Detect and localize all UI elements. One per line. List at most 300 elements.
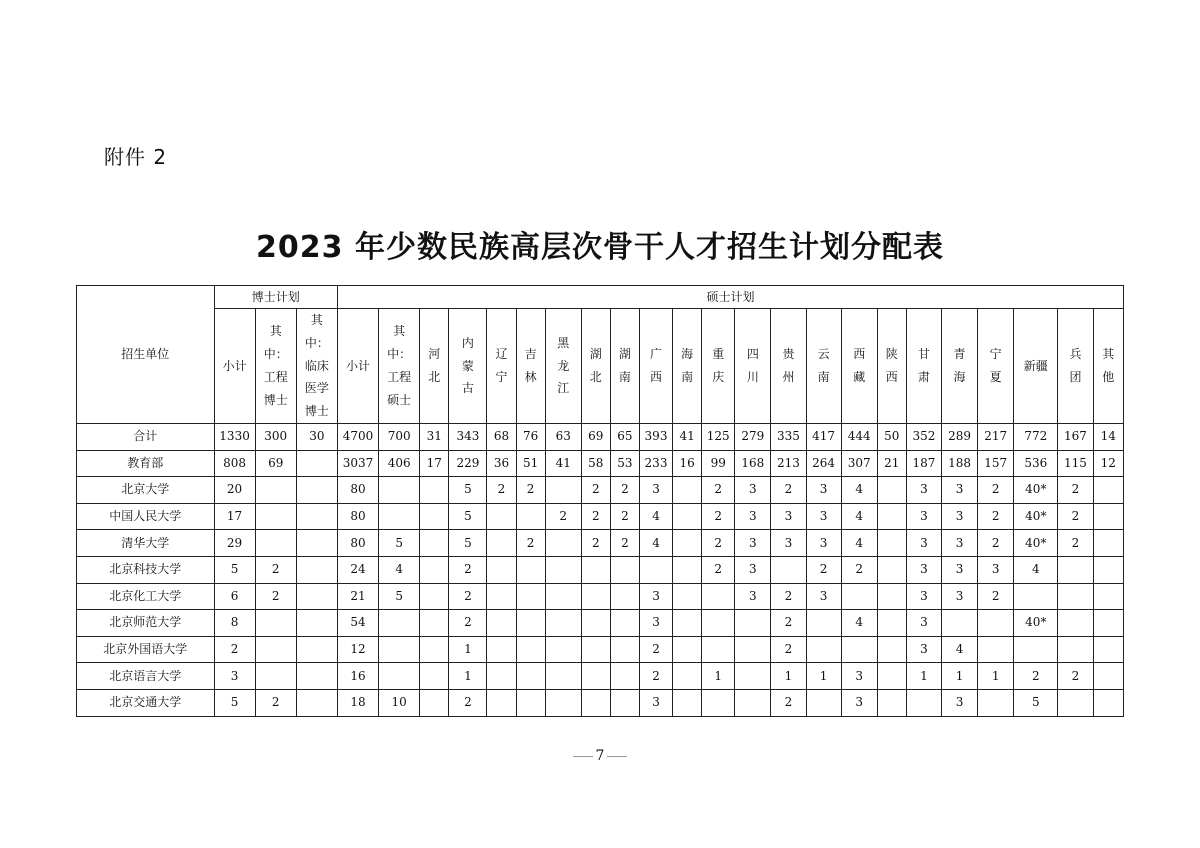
- table-cell: 4: [639, 530, 672, 557]
- table-cell: [673, 556, 702, 583]
- doctoral-plan-header: 博士计划: [214, 286, 337, 309]
- table-cell: 2: [841, 556, 877, 583]
- table-cell: [1014, 636, 1058, 663]
- table-cell: 4: [1014, 556, 1058, 583]
- master-column-header: [841, 309, 877, 424]
- table-cell: 2: [639, 663, 672, 690]
- table-cell: 21: [877, 450, 906, 477]
- table-cell: 3: [771, 530, 806, 557]
- table-cell: [978, 689, 1014, 716]
- table-cell: 3: [906, 636, 941, 663]
- table-cell: 40*: [1014, 610, 1058, 637]
- table-cell: [1058, 610, 1093, 637]
- column-header-label: 西 藏: [853, 347, 866, 384]
- table-cell: [610, 689, 639, 716]
- table-cell: 1: [449, 663, 487, 690]
- table-cell: 3: [906, 477, 941, 504]
- table-cell: 2: [610, 477, 639, 504]
- master-column-header: [978, 309, 1014, 424]
- table-cell: 31: [420, 424, 449, 451]
- column-header-label: 甘 肃: [917, 347, 930, 384]
- table-cell: 51: [516, 450, 545, 477]
- table-cell: 2: [610, 503, 639, 530]
- table-cell: 5: [379, 583, 420, 610]
- table-cell: 2: [255, 583, 296, 610]
- column-header-label: 辽 宁: [495, 347, 508, 384]
- column-header-label: 小计: [222, 358, 247, 373]
- table-cell: 3: [906, 610, 941, 637]
- table-cell: 700: [379, 424, 420, 451]
- table-cell: [420, 689, 449, 716]
- table-row: [77, 530, 1124, 557]
- table-row: [77, 450, 1124, 477]
- table-cell: 4700: [337, 424, 378, 451]
- table-cell: 4: [941, 636, 977, 663]
- table-cell: [610, 583, 639, 610]
- table-cell: [379, 636, 420, 663]
- table-cell: [1093, 636, 1123, 663]
- table-cell: [420, 636, 449, 663]
- unit-name-cell: 北京语言大学: [77, 663, 215, 690]
- table-cell: 24: [337, 556, 378, 583]
- table-cell: 2: [639, 636, 672, 663]
- table-cell: 5: [1014, 689, 1058, 716]
- table-cell: 5: [449, 477, 487, 504]
- table-cell: [906, 689, 941, 716]
- table-cell: 3037: [337, 450, 378, 477]
- unit-name-cell: 中国人民大学: [77, 503, 215, 530]
- table-cell: [296, 450, 337, 477]
- doctoral-column-header: [214, 309, 255, 424]
- table-cell: [877, 503, 906, 530]
- doctoral-column-header: [296, 309, 337, 424]
- table-cell: [516, 610, 545, 637]
- table-cell: [610, 636, 639, 663]
- table-cell: 80: [337, 530, 378, 557]
- table-cell: 2: [516, 477, 545, 504]
- table-row: [77, 583, 1124, 610]
- table-cell: 2: [978, 503, 1014, 530]
- table-cell: 393: [639, 424, 672, 451]
- table-cell: 54: [337, 610, 378, 637]
- table-cell: [610, 663, 639, 690]
- table-cell: 2: [771, 477, 806, 504]
- table-cell: [581, 636, 610, 663]
- column-header-label: 四 川: [746, 347, 759, 384]
- table-cell: [296, 636, 337, 663]
- table-cell: [420, 610, 449, 637]
- table-cell: 4: [841, 530, 877, 557]
- table-cell: [1058, 689, 1093, 716]
- master-column-header: [420, 309, 449, 424]
- table-cell: [1093, 503, 1123, 530]
- table-cell: 2: [516, 530, 545, 557]
- table-cell: 14: [1093, 424, 1123, 451]
- table-cell: [420, 530, 449, 557]
- column-header-label: 黑 龙 江: [557, 335, 570, 396]
- table-cell: 3: [941, 556, 977, 583]
- column-header-label: 其 他: [1102, 347, 1115, 384]
- table-cell: [610, 556, 639, 583]
- table-cell: 4: [841, 610, 877, 637]
- master-column-header: [806, 309, 841, 424]
- page-number-left-rule: [573, 756, 593, 757]
- page-number: [0, 748, 1200, 764]
- table-cell: [978, 610, 1014, 637]
- master-column-header: [639, 309, 672, 424]
- table-cell: 1: [978, 663, 1014, 690]
- unit-header: 招生单位: [77, 286, 215, 424]
- table-cell: 3: [771, 503, 806, 530]
- table-cell: 3: [941, 477, 977, 504]
- column-header-label: 其 中： 工程 硕士: [387, 324, 412, 407]
- table-cell: 5: [449, 530, 487, 557]
- table-cell: [1014, 583, 1058, 610]
- table-cell: 4: [841, 503, 877, 530]
- master-column-header: [877, 309, 906, 424]
- table-row: [77, 424, 1124, 451]
- column-header-label: 湖 南: [618, 347, 631, 384]
- table-cell: 2: [581, 503, 610, 530]
- table-cell: [673, 477, 702, 504]
- unit-name-cell: 北京大学: [77, 477, 215, 504]
- unit-name-cell: 北京科技大学: [77, 556, 215, 583]
- table-cell: [255, 663, 296, 690]
- master-column-header: [610, 309, 639, 424]
- table-cell: 2: [702, 503, 735, 530]
- table-cell: 444: [841, 424, 877, 451]
- table-cell: 8: [214, 610, 255, 637]
- table-cell: [487, 530, 516, 557]
- table-cell: 16: [337, 663, 378, 690]
- table-cell: 2: [978, 530, 1014, 557]
- table-cell: 41: [673, 424, 702, 451]
- master-column-header: [545, 309, 581, 424]
- table-cell: 168: [735, 450, 771, 477]
- table-cell: [735, 689, 771, 716]
- table-cell: [702, 636, 735, 663]
- master-column-header: [337, 309, 378, 424]
- table-cell: [296, 583, 337, 610]
- table-cell: [806, 636, 841, 663]
- table-cell: [545, 556, 581, 583]
- table-cell: [296, 530, 337, 557]
- table-cell: 2: [449, 610, 487, 637]
- table-cell: 2: [806, 556, 841, 583]
- table-cell: 2: [1058, 477, 1093, 504]
- table-cell: 2: [255, 689, 296, 716]
- table-cell: [1058, 636, 1093, 663]
- table-cell: [487, 583, 516, 610]
- table-cell: 2: [702, 477, 735, 504]
- page-number-right-rule: [607, 756, 627, 757]
- master-column-header: [516, 309, 545, 424]
- table-cell: [1058, 556, 1093, 583]
- table-cell: 69: [255, 450, 296, 477]
- table-cell: 229: [449, 450, 487, 477]
- table-cell: [516, 663, 545, 690]
- table-cell: [806, 610, 841, 637]
- column-header-label: 湖 北: [589, 347, 602, 384]
- table-cell: 279: [735, 424, 771, 451]
- master-column-header: [379, 309, 420, 424]
- doctoral-column-header: [255, 309, 296, 424]
- table-cell: [877, 636, 906, 663]
- table-cell: [673, 583, 702, 610]
- table-cell: [1093, 610, 1123, 637]
- table-cell: 3: [735, 583, 771, 610]
- table-cell: [487, 689, 516, 716]
- table-cell: 12: [337, 636, 378, 663]
- table-cell: [1093, 530, 1123, 557]
- master-column-header: [449, 309, 487, 424]
- table-cell: [978, 636, 1014, 663]
- table-cell: [1093, 583, 1123, 610]
- table-cell: 2: [771, 583, 806, 610]
- page-number-value: 7: [595, 748, 605, 764]
- master-column-header: [673, 309, 702, 424]
- table-cell: [1093, 556, 1123, 583]
- unit-name-cell: 北京化工大学: [77, 583, 215, 610]
- table-cell: 167: [1058, 424, 1093, 451]
- table-cell: 3: [735, 477, 771, 504]
- table-cell: [420, 503, 449, 530]
- table-cell: 5: [449, 503, 487, 530]
- table-cell: 2: [610, 530, 639, 557]
- table-cell: 18: [337, 689, 378, 716]
- table-cell: 289: [941, 424, 977, 451]
- table-cell: [487, 636, 516, 663]
- table-cell: 417: [806, 424, 841, 451]
- table-cell: [673, 636, 702, 663]
- table-cell: 76: [516, 424, 545, 451]
- master-column-header: [487, 309, 516, 424]
- table-cell: [702, 610, 735, 637]
- table-cell: [516, 689, 545, 716]
- table-cell: 3: [906, 556, 941, 583]
- table-cell: 2: [771, 610, 806, 637]
- master-column-header: [771, 309, 806, 424]
- table-cell: 2: [702, 556, 735, 583]
- column-header-label: 内 蒙 古: [461, 335, 474, 396]
- table-cell: [673, 503, 702, 530]
- table-cell: 4: [639, 503, 672, 530]
- master-column-header: [735, 309, 771, 424]
- table-cell: 41: [545, 450, 581, 477]
- table-cell: 29: [214, 530, 255, 557]
- table-cell: 4: [379, 556, 420, 583]
- table-cell: [296, 689, 337, 716]
- table-cell: 157: [978, 450, 1014, 477]
- table-cell: [420, 556, 449, 583]
- column-header-label: 贵 州: [782, 347, 795, 384]
- table-cell: 406: [379, 450, 420, 477]
- table-cell: [296, 556, 337, 583]
- table-cell: [379, 663, 420, 690]
- column-header-label: 青 海: [953, 347, 966, 384]
- table-cell: 264: [806, 450, 841, 477]
- column-header-label: 广 西: [650, 347, 663, 384]
- master-column-header: [1014, 309, 1058, 424]
- table-cell: 2: [449, 556, 487, 583]
- table-cell: [1093, 663, 1123, 690]
- master-column-header: [1058, 309, 1093, 424]
- table-cell: 3: [735, 530, 771, 557]
- table-cell: [487, 503, 516, 530]
- table-cell: [545, 477, 581, 504]
- table-cell: 3: [806, 583, 841, 610]
- column-header-label: 海 南: [681, 347, 694, 384]
- table-cell: [545, 663, 581, 690]
- table-cell: 2: [771, 689, 806, 716]
- table-cell: [516, 503, 545, 530]
- table-cell: 3: [735, 556, 771, 583]
- table-cell: 69: [581, 424, 610, 451]
- table-cell: 3: [214, 663, 255, 690]
- table-cell: 3: [941, 503, 977, 530]
- table-cell: [296, 477, 337, 504]
- table-cell: 1: [449, 636, 487, 663]
- table-cell: 217: [978, 424, 1014, 451]
- table-cell: 3: [639, 583, 672, 610]
- table-cell: 65: [610, 424, 639, 451]
- table-cell: [1058, 583, 1093, 610]
- table-cell: [420, 583, 449, 610]
- table-cell: 3: [639, 689, 672, 716]
- table-row: [77, 636, 1124, 663]
- table-cell: [516, 583, 545, 610]
- table-cell: 2: [1014, 663, 1058, 690]
- master-column-header: [702, 309, 735, 424]
- column-header-label: 云 南: [817, 347, 830, 384]
- table-cell: [255, 503, 296, 530]
- table-cell: [581, 663, 610, 690]
- table-cell: 3: [639, 477, 672, 504]
- document-title: 2023 年少数民族高层次骨干人才招生计划分配表: [256, 230, 944, 265]
- column-header-label: 兵 团: [1069, 347, 1082, 384]
- table-cell: 536: [1014, 450, 1058, 477]
- table-cell: 58: [581, 450, 610, 477]
- table-cell: 2: [771, 636, 806, 663]
- table-cell: 99: [702, 450, 735, 477]
- table-cell: [877, 477, 906, 504]
- unit-name-cell: 北京交通大学: [77, 689, 215, 716]
- table-cell: 1330: [214, 424, 255, 451]
- table-cell: 2: [978, 477, 1014, 504]
- table-cell: 36: [487, 450, 516, 477]
- table-cell: 80: [337, 503, 378, 530]
- table-cell: [771, 556, 806, 583]
- table-cell: 2: [581, 477, 610, 504]
- table-cell: 3: [806, 530, 841, 557]
- table-cell: 2: [255, 556, 296, 583]
- master-plan-header: 硕士计划: [337, 286, 1123, 309]
- master-column-header: [941, 309, 977, 424]
- attachment-label: 附件 2: [104, 145, 168, 169]
- table-cell: 53: [610, 450, 639, 477]
- table-cell: [581, 610, 610, 637]
- column-header-label: 吉 林: [524, 347, 537, 384]
- table-cell: [379, 503, 420, 530]
- table-cell: [545, 636, 581, 663]
- table-cell: [735, 610, 771, 637]
- table-cell: [545, 689, 581, 716]
- table-cell: 3: [906, 530, 941, 557]
- table-cell: [487, 556, 516, 583]
- table-cell: 40*: [1014, 477, 1058, 504]
- table-cell: 352: [906, 424, 941, 451]
- table-cell: 3: [941, 583, 977, 610]
- table-cell: 16: [673, 450, 702, 477]
- table-cell: [255, 477, 296, 504]
- table-cell: [255, 530, 296, 557]
- table-cell: [545, 583, 581, 610]
- table-cell: 20: [214, 477, 255, 504]
- table-cell: 40*: [1014, 530, 1058, 557]
- table-cell: [841, 636, 877, 663]
- table-cell: [877, 530, 906, 557]
- table-cell: 187: [906, 450, 941, 477]
- column-header-label: 河 北: [428, 347, 441, 384]
- table-cell: [639, 556, 672, 583]
- enrollment-plan-table: [76, 285, 1124, 717]
- table-cell: 1: [906, 663, 941, 690]
- master-column-header: [906, 309, 941, 424]
- table-cell: 40*: [1014, 503, 1058, 530]
- table-cell: [581, 556, 610, 583]
- table-cell: 125: [702, 424, 735, 451]
- master-column-header: [581, 309, 610, 424]
- table-row: [77, 610, 1124, 637]
- table-cell: 300: [255, 424, 296, 451]
- table-cell: 808: [214, 450, 255, 477]
- table-cell: 115: [1058, 450, 1093, 477]
- table-cell: 3: [978, 556, 1014, 583]
- table-cell: [877, 689, 906, 716]
- table-row: [77, 663, 1124, 690]
- table-cell: [420, 477, 449, 504]
- table-cell: 4: [841, 477, 877, 504]
- column-header-label: 其 中： 临床 医学 博士: [304, 313, 329, 419]
- table-cell: 188: [941, 450, 977, 477]
- table-cell: 80: [337, 477, 378, 504]
- unit-name-cell: 北京师范大学: [77, 610, 215, 637]
- table-cell: 21: [337, 583, 378, 610]
- table-row: [77, 556, 1124, 583]
- table-cell: 1: [941, 663, 977, 690]
- unit-name-cell: 北京外国语大学: [77, 636, 215, 663]
- table-cell: 343: [449, 424, 487, 451]
- table-cell: [735, 636, 771, 663]
- table-cell: 3: [906, 583, 941, 610]
- table-cell: 2: [1058, 663, 1093, 690]
- table-row: [77, 477, 1124, 504]
- column-header-label: 小计: [346, 358, 371, 373]
- table-cell: [673, 610, 702, 637]
- table-cell: 2: [545, 503, 581, 530]
- table-cell: 2: [449, 583, 487, 610]
- table-cell: 2: [487, 477, 516, 504]
- table-cell: 5: [214, 689, 255, 716]
- column-header-label: 其 中： 工程 博士: [263, 324, 288, 407]
- column-header-label: 宁 夏: [989, 347, 1002, 384]
- unit-name-cell: 清华大学: [77, 530, 215, 557]
- table-cell: [379, 477, 420, 504]
- table-cell: [545, 610, 581, 637]
- table-cell: 3: [806, 503, 841, 530]
- table-cell: 63: [545, 424, 581, 451]
- column-header-label: 陕 西: [885, 347, 898, 384]
